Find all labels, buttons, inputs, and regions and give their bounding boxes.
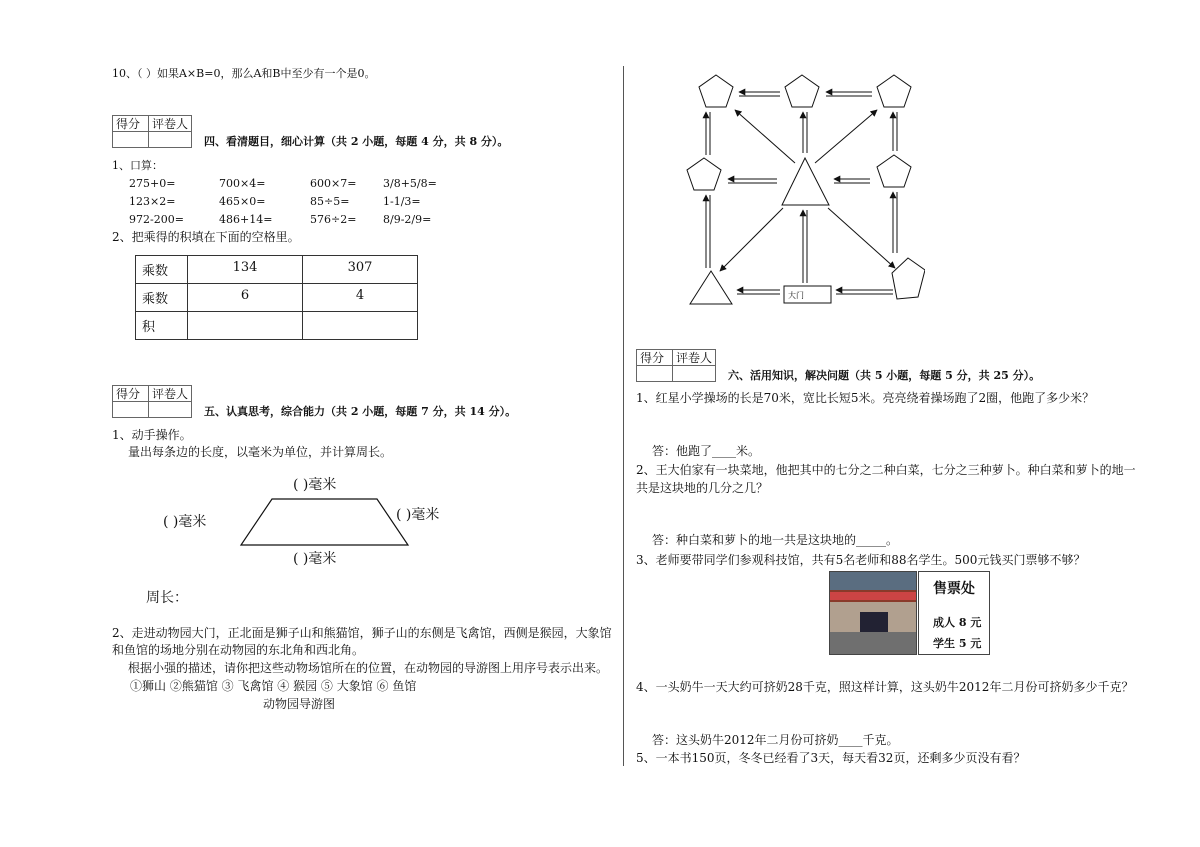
mental-item: 486+14= xyxy=(219,213,273,226)
mental-item: 972-200= xyxy=(129,213,184,226)
trapezoid-left-label: ( )毫米 xyxy=(163,514,207,530)
table-row xyxy=(136,256,418,284)
question-6-2-line: 共是这块地的几分之几？ xyxy=(636,481,769,495)
section-5-title: 五、认真思考，综合能力（共 2 小题，每题 7 分，共 14 分）。 xyxy=(204,405,517,418)
pentagon-venue xyxy=(877,75,911,107)
question-4-1: 1、口算： xyxy=(112,159,163,172)
question-4-2: 2、把乘得的积填在下面的空格里。 xyxy=(112,230,300,244)
trapezoid-bottom-label: ( )毫米 xyxy=(293,551,337,567)
table-cell: 积 xyxy=(136,312,188,340)
pentagon-venue xyxy=(877,155,911,187)
score-label: 得分 xyxy=(113,386,149,402)
mental-item: 85÷5= xyxy=(310,195,350,208)
mental-item: 123×2= xyxy=(129,195,176,208)
answer-6-4: 答：这头奶牛2012年二月份可挤奶____千克。 xyxy=(652,733,899,747)
table-row xyxy=(136,312,418,340)
table-cell: 4 xyxy=(303,284,418,312)
score-box xyxy=(112,385,192,418)
student-price: 学生 5 元 xyxy=(933,637,982,650)
pentagon-venue xyxy=(699,75,733,107)
ticket-office-sign xyxy=(918,571,990,655)
ticket-title: 售票处 xyxy=(933,581,975,597)
grader-cell[interactable] xyxy=(149,402,192,418)
table-cell: 6 xyxy=(188,284,303,312)
corner-triangle xyxy=(690,271,732,304)
section-4-title: 四、看清题目，细心计算（共 2 小题，每题 4 分，共 8 分）。 xyxy=(204,135,509,148)
venue-options: ①狮山 ②熊猫馆 ③ 飞禽馆 ④ 猴园 ⑤ 大象馆 ⑥ 鱼馆 xyxy=(130,679,417,693)
mental-item: 465×0= xyxy=(219,195,266,208)
answer-cell[interactable] xyxy=(188,312,303,340)
score-box xyxy=(636,349,716,382)
mental-item: 600×7= xyxy=(310,177,357,190)
grader-cell[interactable] xyxy=(149,132,192,148)
trapezoid-figure xyxy=(230,490,410,550)
mental-item: 1-1/3= xyxy=(383,195,421,208)
section-6-title: 六、活用知识，解决问题（共 5 小题，每题 5 分，共 25 分）。 xyxy=(728,369,1041,382)
adult-price: 成人 8 元 xyxy=(933,616,982,629)
score-box xyxy=(112,115,192,148)
pentagon-venue xyxy=(785,75,819,107)
grader-label: 评卷人 xyxy=(149,116,192,132)
pentagon-venue xyxy=(687,158,721,190)
zoo-map xyxy=(680,65,925,310)
question-6-4: 4、一头奶牛一天大约可挤奶28千克，照这样计算，这头奶牛2012年二月份可挤奶多少千克？ xyxy=(636,680,1134,694)
answer-6-2: 答：种白菜和萝卜的地一共是这块地的_____。 xyxy=(652,533,899,547)
science-museum-photo xyxy=(829,571,917,655)
grader-label: 评卷人 xyxy=(673,350,716,366)
mental-item: 576÷2= xyxy=(310,213,357,226)
question-5-1-description: 量出每条边的长度，以毫米为单位，并计算周长。 xyxy=(128,445,393,459)
multiplication-table xyxy=(135,255,418,340)
column-divider xyxy=(623,66,624,766)
score-label: 得分 xyxy=(113,116,149,132)
table-row xyxy=(136,284,418,312)
table-cell: 134 xyxy=(188,256,303,284)
question-5-2-line: 根据小强的描述，请你把这些动物场馆所在的位置，在动物园的导游图上用序号表示出来。 xyxy=(128,661,609,675)
map-title: 动物园导游图 xyxy=(263,697,336,711)
mental-item: 275+0= xyxy=(129,177,176,190)
trapezoid-top-label: ( )毫米 xyxy=(293,477,337,493)
trapezoid-right-label: ( )毫米 xyxy=(396,507,440,523)
table-cell: 乘数 xyxy=(136,284,188,312)
perimeter-label: 周长： xyxy=(146,590,188,606)
question-6-2-line: 2、王大伯家有一块菜地，他把其中的七分之二种白菜，七分之三种萝卜。种白菜和萝卜的地一 xyxy=(636,463,1136,477)
grader-label: 评卷人 xyxy=(149,386,192,402)
answer-cell[interactable] xyxy=(303,312,418,340)
question-6-5: 5、一本书150页，冬冬已经看了3天，每天看32页，还剩多少页没有看？ xyxy=(636,751,1026,765)
table-cell: 307 xyxy=(303,256,418,284)
question-6-1: 1、红星小学操场的长是70米，宽比长短5米。亮亮绕着操场跑了2圈，他跑了多少米？ xyxy=(636,391,1095,405)
score-cell[interactable] xyxy=(113,132,149,148)
grader-cell[interactable] xyxy=(673,366,716,382)
table-cell: 乘数 xyxy=(136,256,188,284)
score-cell[interactable] xyxy=(113,402,149,418)
center-triangle xyxy=(782,158,829,205)
answer-6-1: 答：他跑了____米。 xyxy=(652,444,761,458)
score-label: 得分 xyxy=(637,350,673,366)
question-5-1: 1、动手操作。 xyxy=(112,428,192,442)
mental-item: 700×4= xyxy=(219,177,266,190)
score-cell[interactable] xyxy=(637,366,673,382)
question-5-2-line: 和鱼馆的场地分别在动物园的东北角和西北角。 xyxy=(112,643,365,657)
question-10: 10、（ ）如果A×B=0，那么A和B中至少有一个是0。 xyxy=(112,67,376,80)
mental-item: 8/9-2/9= xyxy=(383,213,432,226)
gate-label: 大门 xyxy=(788,291,804,300)
question-5-2-line: 2、走进动物园大门，正北面是狮子山和熊猫馆，狮子山的东侧是飞禽馆，西侧是猴园，大象馆 xyxy=(112,626,612,640)
pentagon-venue xyxy=(892,258,925,299)
mental-item: 3/8+5/8= xyxy=(383,177,437,190)
question-6-3: 3、老师要带同学们参观科技馆，共有5名老师和88名学生。500元钱买门票够不够？ xyxy=(636,553,1086,567)
